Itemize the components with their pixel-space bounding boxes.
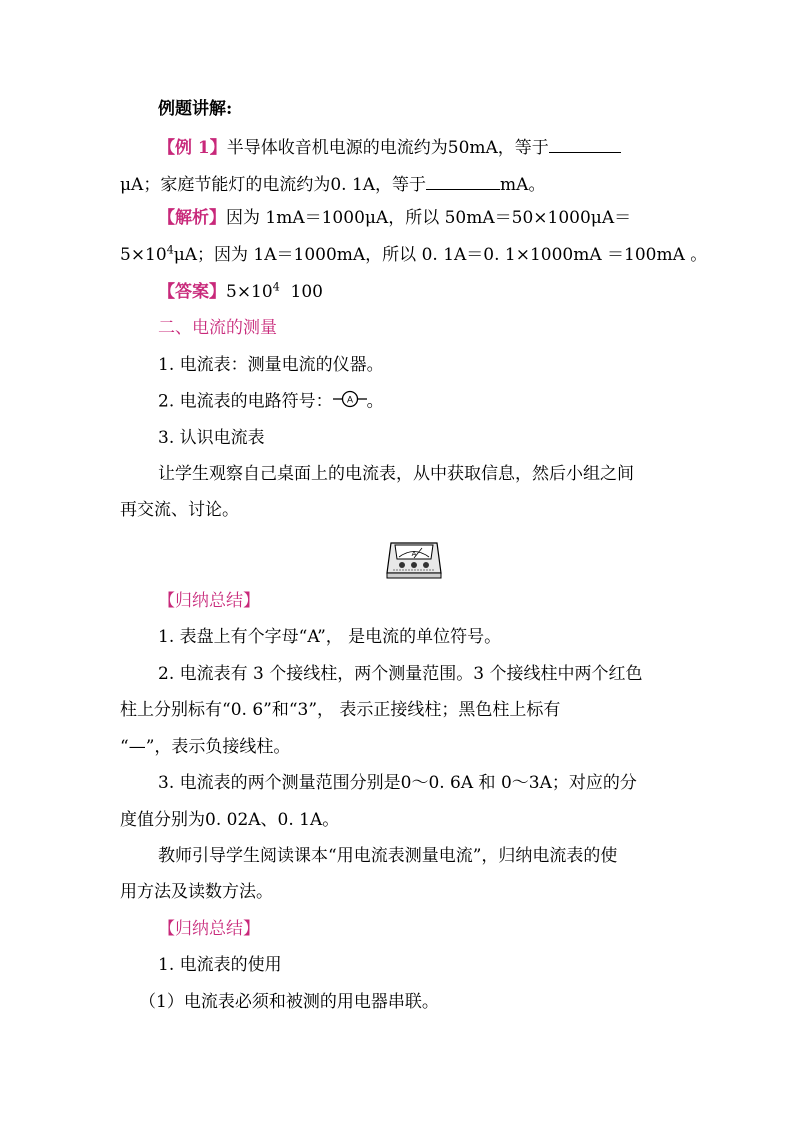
summary-1-item-2-line-2: 柱上分别标有“0. 6”和“3”， 表示正接线柱；黑色柱上标有 bbox=[120, 700, 561, 720]
example-heading: 例题讲解: bbox=[158, 99, 233, 119]
example-1-line-1 bbox=[158, 134, 621, 159]
answer-tag: 【答案】 bbox=[158, 282, 226, 302]
point-1: 1. 电流表：测量电流的仪器。 bbox=[158, 355, 384, 375]
summary-1-item-2-line-3: “—”，表示负接线柱。 bbox=[120, 737, 291, 757]
observe-line-2: 再交流、讨论。 bbox=[120, 500, 239, 520]
answer-line: 【答案】$5\times 10^4$ 100 bbox=[158, 280, 323, 302]
svg-text:A: A bbox=[346, 394, 353, 405]
point-2: 2. 电流表的电路符号： A 。 bbox=[158, 390, 384, 414]
example-1-tag: 【例 1】 bbox=[158, 138, 227, 158]
point-3: 3. 认识电流表 bbox=[158, 428, 265, 448]
example-1-line-2: μA；家庭节能灯的电流约为0. 1A，等于 mA。 bbox=[120, 171, 545, 196]
teacher-guide-line-1: 教师引导学生阅读课本“用电流表测量电流”，归纳电流表的使 bbox=[158, 846, 618, 866]
ammeter-image bbox=[385, 533, 443, 586]
observe-line-1: 让学生观察自己桌面上的电流表，从中获取信息，然后小组之间 bbox=[158, 464, 634, 484]
ammeter-symbol-icon bbox=[333, 390, 367, 414]
analysis-line-1: 【解析】因为 1mA＝1000μA，所以 50mA＝50×1000μA＝ bbox=[158, 208, 632, 228]
summary-1-item-2-line-1: 2. 电流表有 3 个接线柱，两个测量范围。3 个接线柱中两个红色 bbox=[158, 664, 643, 684]
answer-blank-2 bbox=[426, 171, 500, 190]
summary-1-item-3-line-1: 3. 电流表的两个测量范围分别是0～0. 6A 和 0～3A；对应的分 bbox=[158, 773, 637, 793]
answer-blank-1 bbox=[549, 134, 621, 153]
analysis-line-2: $5\times 10^4\mu A$；因为 1A＝1000mA，所以 0. 1A＝0. 1×1000mA ＝100mA 。 bbox=[120, 243, 708, 265]
example-1-text: 半导体收音机电源的电流约为50mA，等于 bbox=[226, 138, 549, 158]
summary-1-item-1: 1. 表盘上有个字母“A”， 是电流的单位符号。 bbox=[158, 627, 502, 647]
usage-heading: 1. 电流表的使用 bbox=[158, 955, 282, 975]
usage-rule-1: （1）电流表必须和被测的用电器串联。 bbox=[139, 992, 439, 1012]
teacher-guide-line-2: 用方法及读数方法。 bbox=[120, 882, 273, 902]
summary-1-item-3-line-2: 度值分别为0. 02A、0. 1A。 bbox=[120, 810, 340, 830]
svg-text:A: A bbox=[411, 551, 417, 558]
summary-title-1: 【归纳总结】 bbox=[158, 591, 260, 611]
analysis-tag: 【解析】 bbox=[158, 208, 226, 228]
summary-title-2: 【归纳总结】 bbox=[158, 919, 260, 939]
section-title-current-measurement: 二、电流的测量 bbox=[158, 318, 277, 338]
